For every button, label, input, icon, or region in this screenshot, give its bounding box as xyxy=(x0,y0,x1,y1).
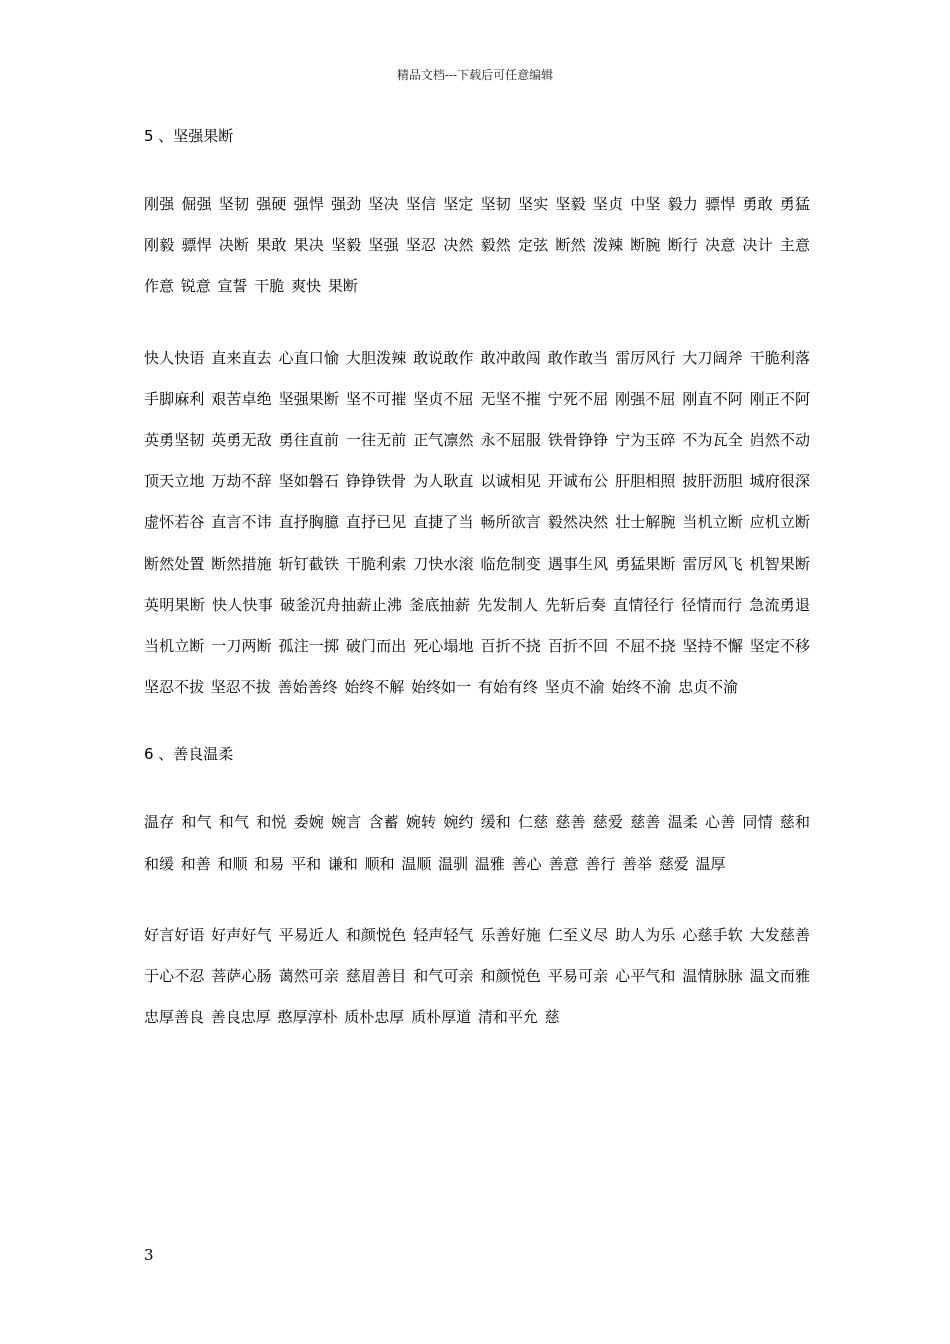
section-heading-6: 6 、善良温柔 xyxy=(144,745,234,764)
word-list-paragraph: 刚强 倔强 坚韧 强硬 强悍 强劲 坚决 坚信 坚定 坚韧 坚实 坚毅 坚贞 中坚 毅力 骠悍 勇敢 勇猛 刚毅 骠悍 决断 果敢 果决 坚毅 坚强 坚忍 决然 毅然 定弦 断然 泼辣 断腕 断行 决意 决计 主意 作意 锐意 宣誓 干脆 爽快 果断 xyxy=(144,195,810,296)
word-list-paragraph: 温存 和气 和气 和悦 委婉 婉言 含蓄 婉转 婉约 缓和 仁慈 慈善 慈爱 慈善 温柔 心善 同情 慈和 和缓 和善 和顺 和易 平和 谦和 顺和 温顺 温驯 温雅 善心 善意 善行 善举 慈爱 温厚 xyxy=(144,813,810,873)
idiom-list-paragraph: 好言好语 好声好气 平易近人 和颜悦色 轻声轻气 乐善好施 仁至义尽 助人为乐 心慈手软 大发慈善 于心不忍 菩萨心肠 蔼然可亲 慈眉善目 和气可亲 和颜悦色 平易可亲 心平气和 温情脉脉 温文而雅 忠厚善良 善良忠厚 憨厚淳朴 质朴忠厚 质朴厚道 清和平允 慈 xyxy=(144,925,810,1027)
idiom-list-paragraph: 快人快语 直来直去 心直口愉 大胆泼辣 敢说敢作 敢冲敢闯 敢作敢当 雷厉风行 大刀阔斧 干脆利落 手脚麻利 艰苦卓绝 坚强果断 坚不可摧 坚贞不屈 无坚不摧 宁死不屈 刚强不屈 刚直不阿 刚正不阿 英勇坚韧 英勇无敌 勇往直前 一往无前 正气凛然 永不屈服 铁骨铮铮 宁为玉碎 不为瓦全 岿然不动 顶天立地 万劫不辞 坚如磐石 铮铮铁骨 为人耿直 以诚相见 开诚布公 肝胆相照 披肝沥胆 城府很深 虚怀若谷 直言不讳 直抒胸臆 直抒已见 直捷了当 畅所欲言 毅然决然 壮士解腕 当机立断 应机立断 断然处置 断然措施 斩钉截铁 干脆利索 刀快水滚 临危制变 遇事生风 勇猛果断 雷厉风飞 机智果断 英明果断 快人快事 破釜沉舟抽薪止沸 釜底抽薪 先发制人 先斩后奏 直情径行 径情而行 急流勇退 当机立断 一刀两断 孤注一掷 破门而出 死心塌地 百折不挠 百折不回 不屈不挠 坚持不懈 坚定不移 坚忍不拔 坚忍不拔 善始善终 始终不解 始终如一 有始有终 坚贞不渝 始终不渝 忠贞不渝 xyxy=(144,348,810,697)
page-number: 3 xyxy=(144,1246,154,1264)
document-body xyxy=(144,120,810,1038)
section-heading-5: 5 、坚强果断 xyxy=(144,127,234,145)
page-header: 精品文档---下载后可任意编辑 xyxy=(396,68,554,82)
